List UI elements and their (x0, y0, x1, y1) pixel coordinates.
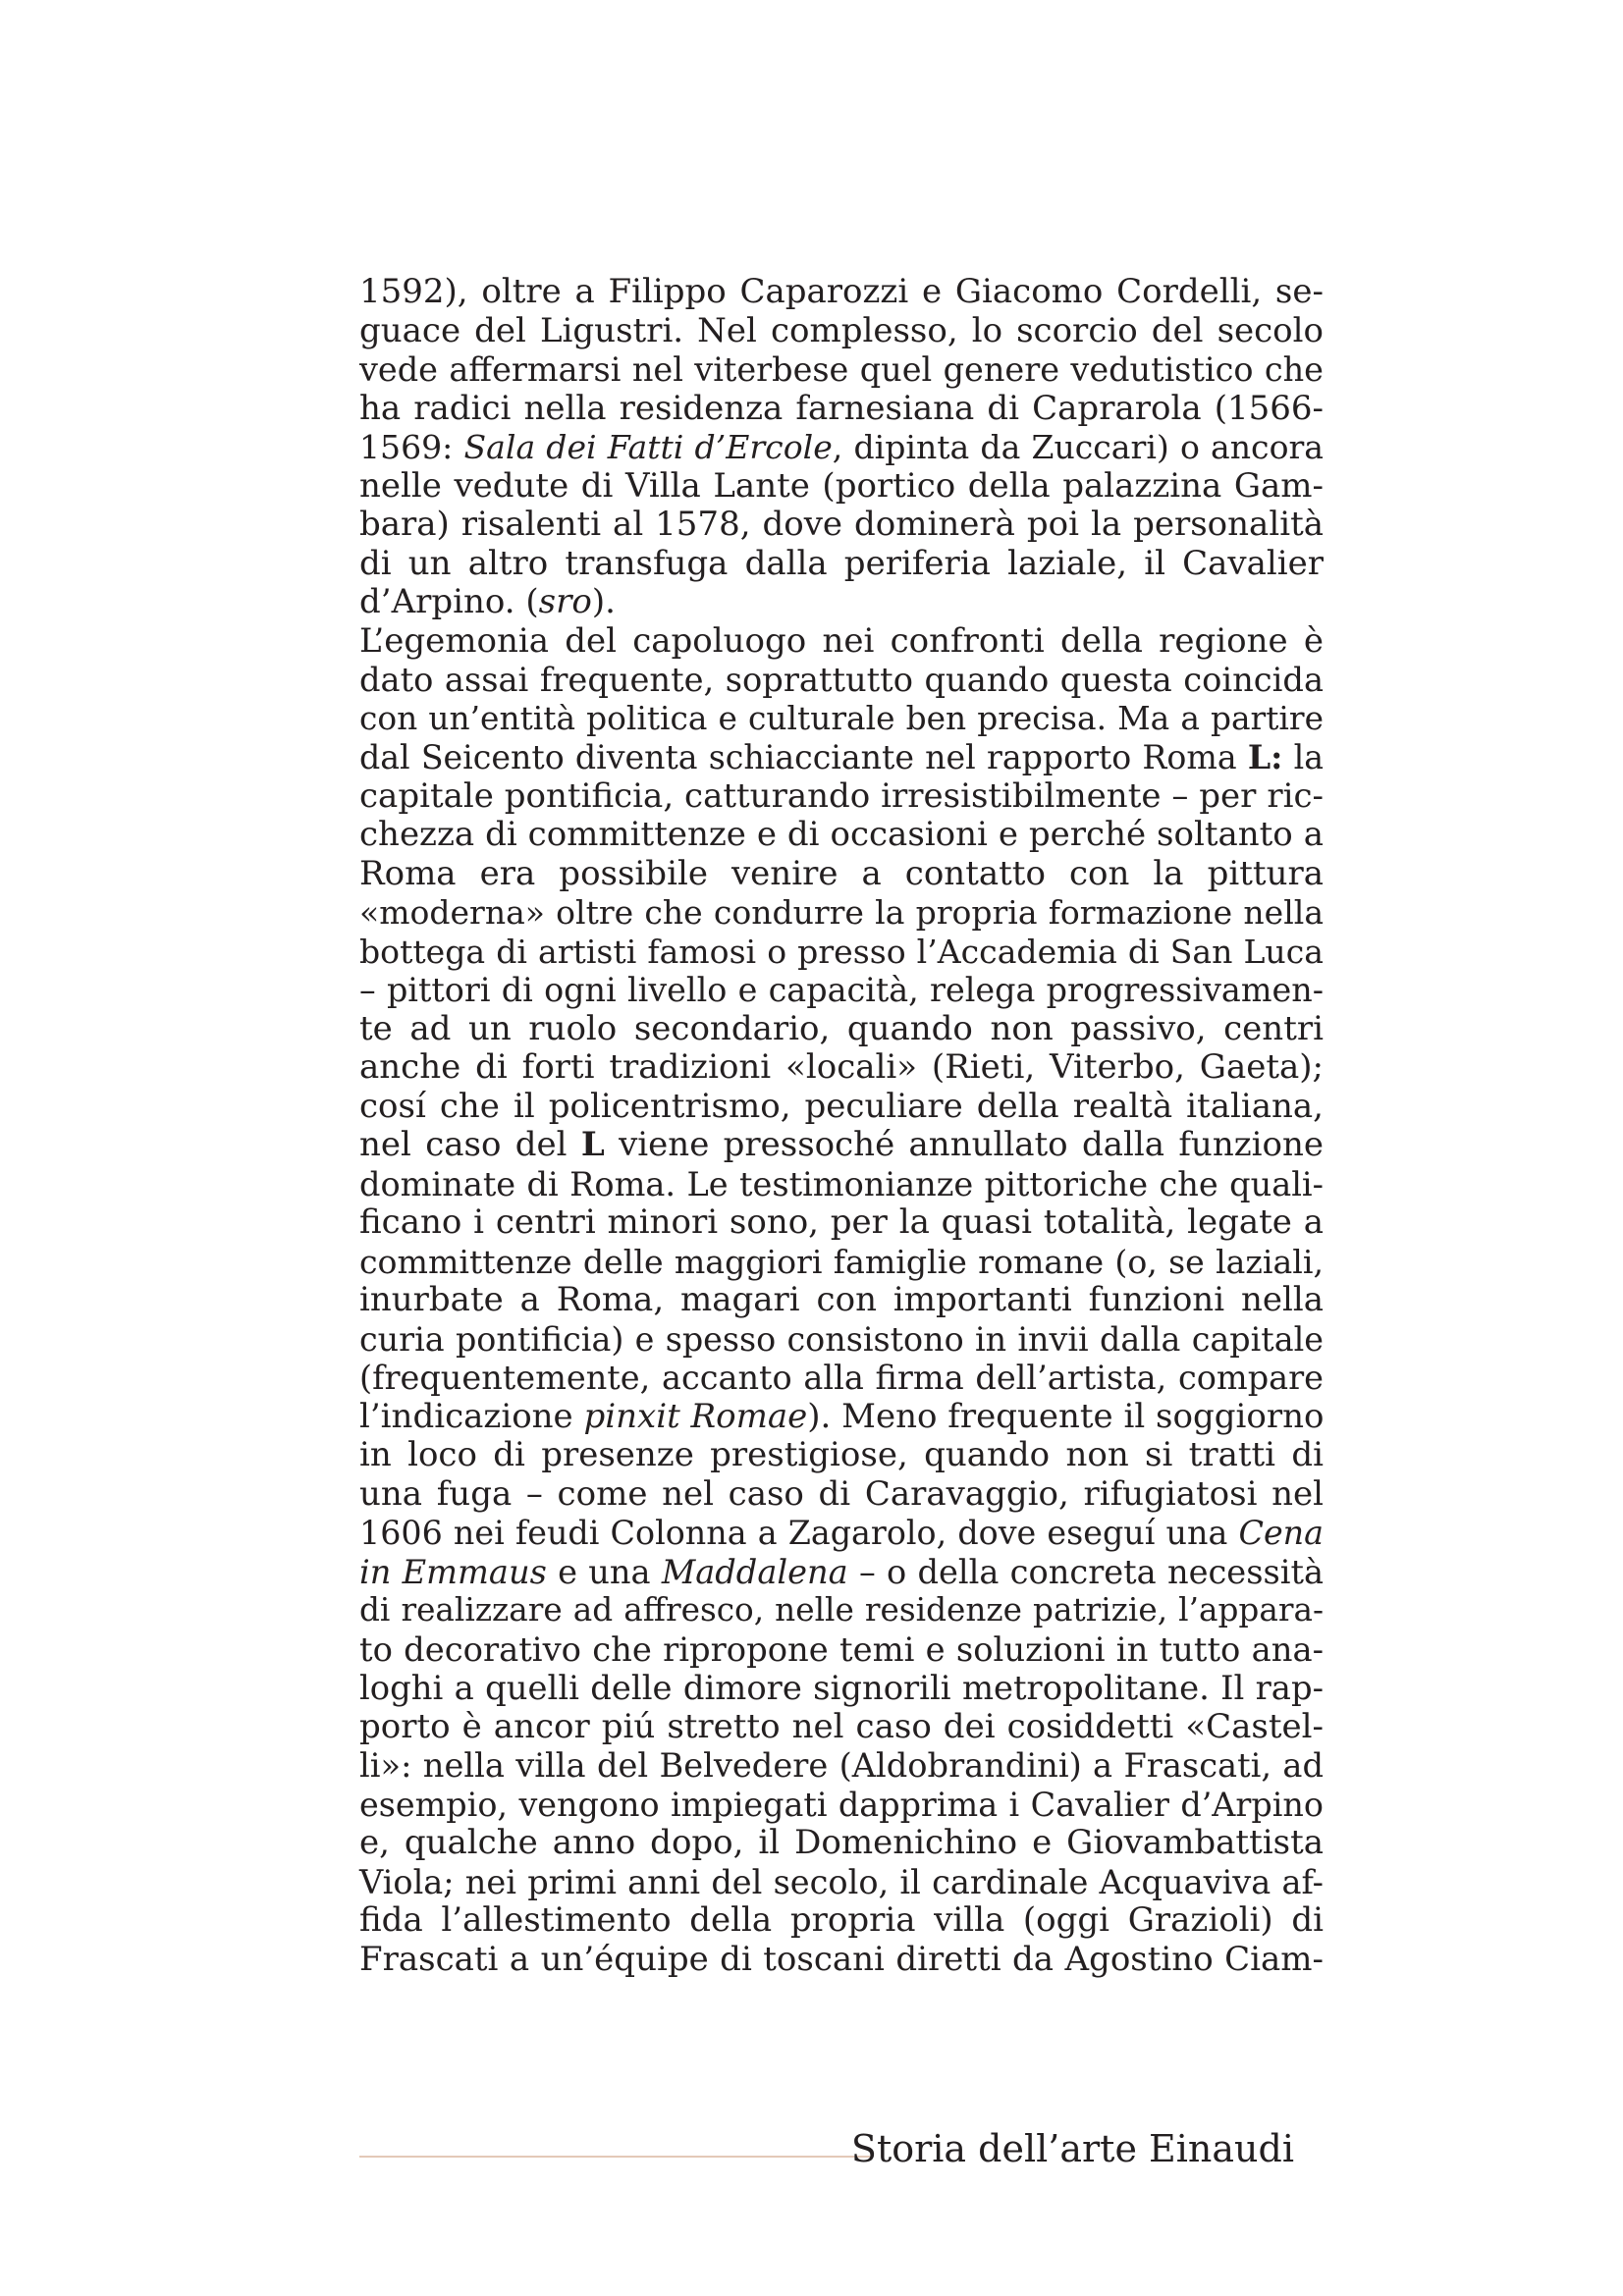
text-line (359, 1901, 1324, 1941)
text-run: d’Arpino. ( (359, 582, 539, 621)
bold-text: L (580, 1125, 605, 1164)
text-line (359, 1941, 1324, 1980)
text-run: capitale pontificia, catturando irresistibilmente – per ric- (359, 775, 1324, 816)
text-run: loghi a quelli delle dimore signorili metropolitane. Il rap- (359, 1669, 1324, 1707)
text-run: 1569: (359, 428, 464, 466)
text-line (359, 1514, 1324, 1553)
text-run: inurbate a Roma, magari con importanti funzioni nella (359, 1280, 1324, 1319)
text-line (359, 506, 1324, 545)
text-line (359, 1436, 1324, 1475)
text-run: guace del Ligustri. Nel complesso, lo scorcio del secolo (359, 310, 1324, 350)
text-run: 1592), oltre a Filippo Caparozzi e Giacomo Cordelli, se- (359, 272, 1324, 311)
text-run: Frascati a un’équipe di toscani diretti da Agostino Ciam- (359, 1939, 1324, 1979)
text-line (359, 312, 1324, 351)
text-line (359, 545, 1324, 584)
text-line (359, 738, 1324, 777)
text-run: in loco di presenze prestigiose, quando non si tratti di (359, 1435, 1324, 1474)
text-run: ). Meno frequente il soggiorno (807, 1396, 1325, 1436)
text-run: – pittori di ogni livello e capacità, relega progressivamen- (359, 971, 1324, 1009)
text-run: dato assai frequente, soprattutto quando questa coincida (359, 661, 1324, 699)
text-run: (frequentemente, accanto alla firma dell’artista, compare (359, 1359, 1324, 1397)
text-run: viene pressoché annullato dalla funzione (604, 1125, 1324, 1164)
text-line (359, 1203, 1324, 1243)
text-run: li»: nella villa del Belvedere (Aldobrandini) a Frascati, ad (359, 1746, 1324, 1785)
text-line (359, 583, 1324, 622)
text-run: esempio, vengono impiegati dapprima i Cavalier d’Arpino (359, 1785, 1324, 1824)
text-line (359, 1475, 1324, 1515)
text-line (359, 1746, 1324, 1786)
text-run: – o della concreta necessità (847, 1552, 1324, 1591)
text-line (359, 1398, 1324, 1437)
text-run: dal Seicento diventa schiacciante nel rapporto Roma (359, 738, 1248, 776)
text-run: nel caso del (359, 1125, 581, 1164)
text-line (359, 467, 1324, 507)
text-line (359, 1010, 1324, 1049)
text-line (359, 1553, 1324, 1592)
text-line (359, 1048, 1324, 1088)
text-line (359, 661, 1324, 700)
text-run: ha radici nella residenza farnesiana di Caprarola (1566- (359, 388, 1324, 428)
text-run: Viola; nei primi anni del secolo, il cardinale Acquaviva af- (359, 1862, 1324, 1901)
text-run: committenze delle maggiori famiglie romane (o, se laziali, (359, 1242, 1324, 1281)
text-line (359, 1786, 1324, 1825)
text-run: e, qualche anno dopo, il Domenichino e Giovambattista (359, 1823, 1324, 1862)
text-line (359, 428, 1324, 467)
text-line (359, 1281, 1324, 1320)
text-line (359, 1708, 1324, 1747)
text-run: di un altro transfuga dalla periferia laziale, il Cavalier (359, 543, 1324, 583)
italic-text: sro (538, 582, 592, 621)
text-run: ). (591, 582, 616, 621)
text-run: to decorativo che ripropone temi e soluzioni in tutto ana- (359, 1629, 1324, 1669)
text-run: cosí che il policentrismo, peculiare della realtà italiana, (359, 1086, 1324, 1126)
text-line (359, 855, 1324, 894)
text-run: chezza di committenze e di occasioni e perché soltanto a (359, 815, 1324, 854)
text-line (359, 1359, 1324, 1398)
text-line (359, 1863, 1324, 1902)
text-run: e una (546, 1552, 662, 1591)
text-line (359, 1824, 1324, 1863)
text-run: te ad un ruolo secondario, quando non passivo, centri (359, 1008, 1324, 1048)
text-line (359, 816, 1324, 855)
text-run: fida l’allestimento della propria villa (oggi Grazioli) di (359, 1900, 1324, 1940)
text-run: la (1282, 738, 1324, 776)
text-run: con un’entità politica e culturale ben precisa. Ma a partire (359, 699, 1324, 737)
text-run: dominate di Roma. Le testimonianze pittoriche che quali- (359, 1164, 1324, 1203)
footer-title: Storia dell’arte Einaudi (850, 2127, 1294, 2170)
bold-text: L: (1247, 738, 1283, 776)
text-line (359, 971, 1324, 1010)
text-line (359, 893, 1324, 933)
italic-text: in Emmaus (359, 1552, 547, 1591)
text-line (359, 1591, 1324, 1630)
text-run: di realizzare ad affresco, nelle residenze patrizie, l’appara- (359, 1591, 1324, 1629)
text-run: vede affermarsi nel viterbese quel genere vedutistico che (359, 350, 1324, 389)
italic-text: Sala dei Fatti d’Ercole (463, 428, 833, 466)
text-run: curia pontificia) e spesso consistono in invii dalla capitale (359, 1319, 1324, 1359)
text-run: l’indicazione (359, 1396, 584, 1436)
text-line (359, 1088, 1324, 1127)
text-line (359, 350, 1324, 390)
text-line (359, 1126, 1324, 1165)
text-line (359, 1243, 1324, 1282)
text-line (359, 777, 1324, 817)
footer-rule (359, 2156, 870, 2158)
text-run: anche di forti tradizioni «locali» (Rieti, Viterbo, Gaeta); (359, 1047, 1324, 1087)
text-line (359, 1669, 1324, 1708)
text-run: nelle vedute di Villa Lante (portico della palazzina Gam- (359, 465, 1324, 506)
text-run: «moderna» oltre che condurre la propria formazione nella (359, 893, 1324, 932)
text-run: 1606 nei feudi Colonna a Zagarolo, dove eseguí una (359, 1514, 1239, 1552)
text-run: Roma era possibile venire a contatto con la pittura (359, 853, 1324, 893)
text-line (359, 700, 1324, 739)
body-text (359, 273, 1324, 1979)
text-line (359, 1630, 1324, 1670)
text-run: L’egemonia del capoluogo nei confronti della regione è (359, 620, 1324, 661)
text-line (359, 1320, 1324, 1360)
text-run: porto è ancor piú stretto nel caso dei cosiddetti «Castel- (359, 1706, 1324, 1746)
text-run: una fuga – come nel caso di Caravaggio, rifugiatosi nel (359, 1473, 1324, 1514)
text-line (359, 933, 1324, 972)
text-line (359, 1165, 1324, 1204)
text-run: ficano i centri minori sono, per la quasi totalità, legate a (359, 1202, 1324, 1242)
text-line (359, 273, 1324, 312)
italic-text: pinxit Romae (583, 1396, 808, 1436)
text-line (359, 390, 1324, 429)
text-run: bara) risalenti al 1578, dove dominerà poi la personalità (359, 505, 1324, 544)
italic-text: Maddalena (661, 1552, 848, 1591)
text-run: , dipinta da Zuccari) o ancora (832, 428, 1325, 466)
italic-text: Cena (1238, 1514, 1324, 1552)
text-run: bottega di artisti famosi o presso l’Accademia di San Luca (359, 932, 1324, 971)
text-line (359, 622, 1324, 662)
